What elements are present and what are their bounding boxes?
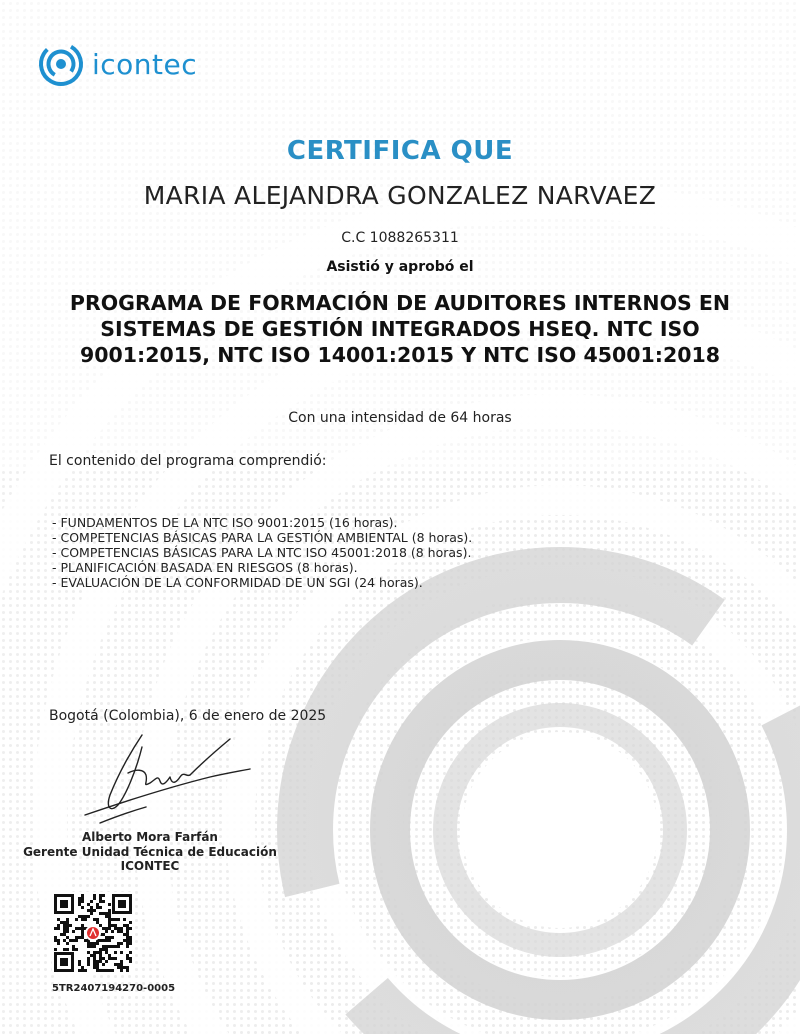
icontec-logo-icon [36, 39, 86, 89]
course-intensity: Con una intensidad de 64 horas [288, 410, 512, 426]
content-item: - COMPETENCIAS BÁSICAS PARA LA NTC ISO 45001:2018 (8 horas). [52, 545, 472, 560]
certifies-heading: CERTIFICA QUE [286, 136, 514, 166]
recipient-name: MARIA ALEJANDRA GONZALEZ NARVAEZ [143, 181, 657, 210]
certificate-serial: 5TR2407194270-0005 [52, 983, 176, 994]
content-item: - FUNDAMENTOS DE LA NTC ISO 9001:2015 (16 horas). [52, 515, 398, 530]
handwritten-signature [80, 725, 255, 830]
content-intro: El contenido del programa comprendió: [49, 453, 327, 469]
program-title-line: 9001:2015, NTC ISO 14001:2015 Y NTC ISO 45001:2018 [79, 343, 721, 367]
qr-code [52, 892, 134, 974]
icontec-logo [36, 38, 236, 90]
content-item: - EVALUACIÓN DE LA CONFORMIDAD DE UN SGI (24 horas). [52, 575, 423, 590]
signer-name: Alberto Mora Farfán [82, 830, 218, 844]
program-title [40, 290, 760, 368]
signer-title: Gerente Unidad Técnica de Educación ICONTEC [23, 845, 277, 873]
content-list [52, 515, 472, 590]
attended-label: Asistió y aprobó el [326, 259, 474, 275]
content-item: - PLANIFICACIÓN BASADA EN RIESGOS (8 horas). [52, 560, 358, 575]
content-item: - COMPETENCIAS BÁSICAS PARA LA GESTIÓN AMBIENTAL (8 horas). [52, 530, 473, 545]
recipient-id: C.C 1088265311 [341, 230, 459, 246]
program-title-line: SISTEMAS DE GESTIÓN INTEGRADOS HSEQ. NTC ISO [100, 317, 700, 341]
program-title-line: PROGRAMA DE FORMACIÓN DE AUDITORES INTERNOS EN [69, 291, 731, 315]
logo-wordmark: icontec [92, 47, 198, 81]
place-and-date: Bogotá (Colombia), 6 de enero de 2025 [49, 708, 327, 724]
